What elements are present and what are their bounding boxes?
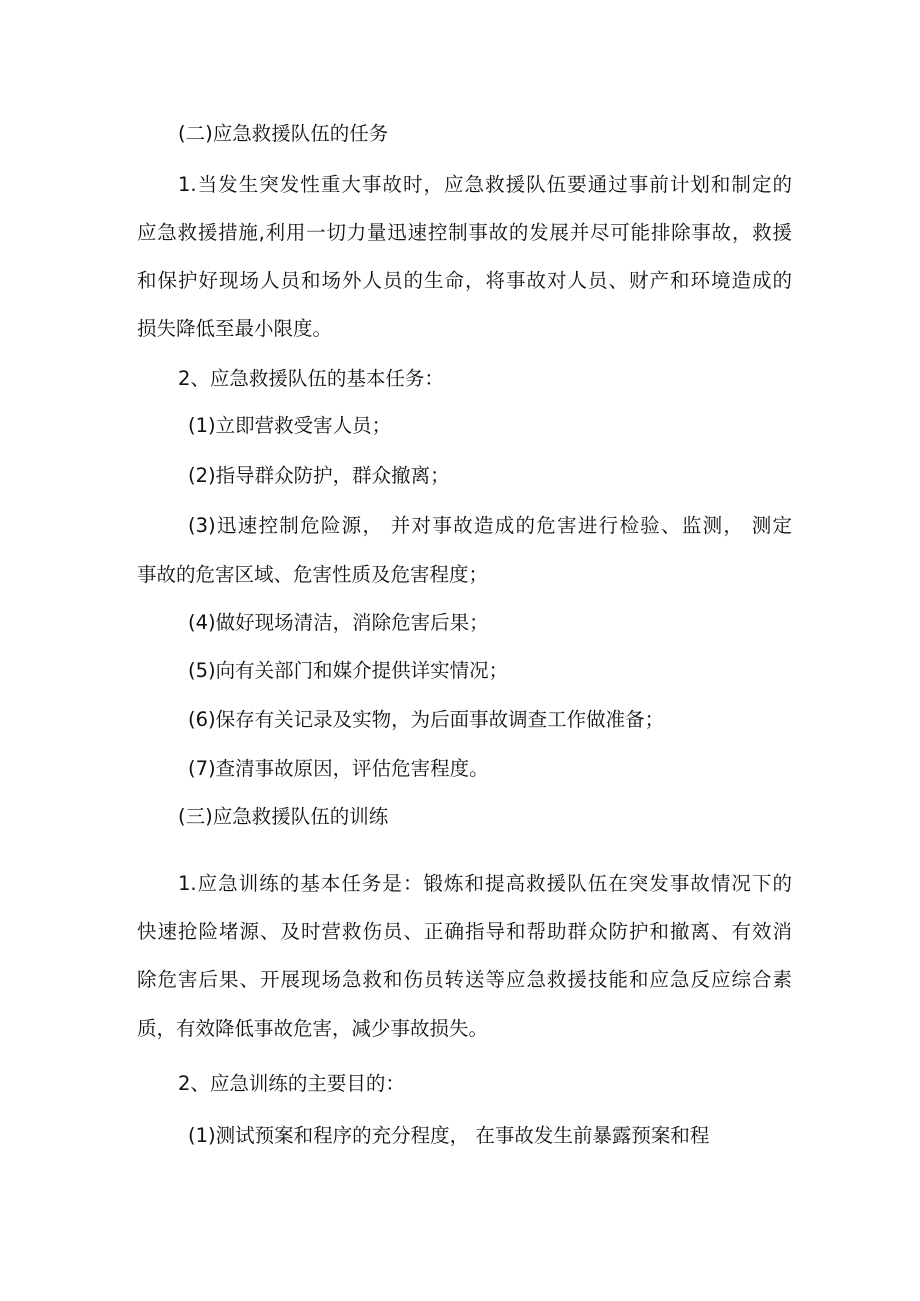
paragraph-line: 质，有效降低事故危害，减少事故损失。 [137, 1017, 489, 1040]
section-heading-3: (三)应急救援队伍的训练 [178, 805, 389, 828]
list-item: (2)指导群众防护，群众撤离； [188, 464, 450, 487]
paragraph-line: 和保护好现场人员和场外人员的生命，将事故对人员、财产和环境造成的 [137, 269, 792, 292]
subsection-title: 2、应急训练的主要目的： [178, 1072, 405, 1095]
paragraph-line: 损失降低至最小限度。 [137, 317, 333, 340]
list-item: (5)向有关部门和媒介提供详实情况； [188, 659, 509, 682]
subsection-title: 2、应急救援队伍的基本任务： [178, 367, 444, 390]
paragraph-line: 除危害后果、开展现场急救和伤员转送等应急救援技能和应急反应综合素 [137, 968, 792, 991]
paragraph-line: 1.应急训练的基本任务是：锻炼和提高救援队伍在突发事故情况下的 [178, 872, 792, 895]
list-item: (7)查清事故原因，评估危害程度。 [188, 757, 489, 780]
list-item: (3)迅速控制危险源， 并对事故造成的危害进行检验、监测， 测定 [188, 514, 792, 537]
list-item: (1)测试预案和程序的充分程度， 在事故发生前暴露预案和程 [188, 1124, 710, 1147]
section-heading-2: (二)应急救援队伍的任务 [178, 122, 389, 145]
list-item: (6)保存有关记录及实物，为后面事故调查工作做准备； [188, 708, 665, 731]
list-item: (4)做好现场清洁，消除危害后果； [188, 611, 489, 634]
paragraph-line: 快速抢险堵源、及时营救伤员、正确指导和帮助群众防护和撤离、有效消 [137, 920, 792, 943]
list-item: 事故的危害区域、危害性质及危害程度； [137, 563, 489, 586]
paragraph-line: 应急救援措施,利用一切力量迅速控制事故的发展并尽可能排除事故，救援 [137, 221, 792, 244]
list-item: (1)立即营救受害人员； [188, 414, 392, 437]
paragraph-line: 1.当发生突发性重大事故时，应急救援队伍要通过事前计划和制定的 [178, 173, 792, 196]
